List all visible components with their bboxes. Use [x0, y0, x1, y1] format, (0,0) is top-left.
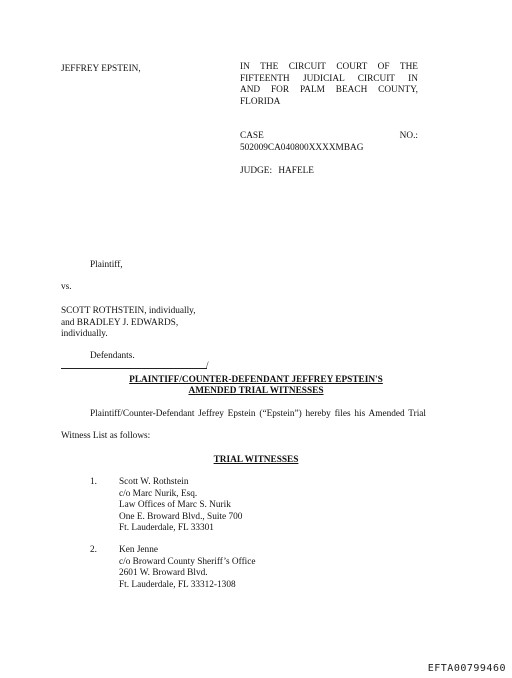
court-line: FLORIDA: [240, 96, 281, 107]
versus-label: vs.: [61, 282, 72, 292]
intro-line: Witness List as follows:: [61, 431, 151, 441]
title-line: AMENDED TRIAL WITNESSES: [188, 385, 324, 396]
court-heading: [240, 62, 418, 108]
defendant-line: individually.: [61, 329, 108, 339]
defendant-line: and BRADLEY J. EDWARDS,: [61, 317, 179, 328]
case-no-label: NO.:: [399, 131, 418, 141]
witness-line: Ken Jenne: [119, 545, 158, 555]
court-line: IN THE CIRCUIT COURT OF THE: [240, 62, 418, 72]
witness-number: 1.: [90, 477, 97, 487]
document-title: [0, 375, 512, 396]
witness-line: One E. Broward Blvd., Suite 700: [119, 511, 243, 522]
witness-address: [119, 477, 242, 535]
case-label-row: [240, 131, 418, 143]
witness-line: Ft. Lauderdale, FL 33312-1308: [119, 579, 236, 590]
witness-line: Scott W. Rothstein: [119, 477, 189, 487]
witness-line: Law Offices of Marc S. Nurik: [119, 500, 231, 510]
witness-number: 2.: [90, 545, 97, 555]
witness-line: 2601 W. Broward Blvd.: [119, 568, 208, 578]
defendants-role: Defendants.: [90, 351, 135, 361]
defendant-names: [61, 306, 196, 341]
plaintiff-name: JEFFREY EPSTEIN,: [61, 64, 141, 74]
section-heading: TRIAL WITNESSES: [213, 455, 299, 465]
witness-line: c/o Marc Nurik, Esq.: [119, 488, 198, 499]
caption-slash: /: [206, 361, 209, 371]
witness-address: [119, 545, 256, 591]
document-id: EFTA00799460: [427, 662, 506, 674]
case-number: 502009CA040800XXXXMBAG: [240, 143, 364, 153]
witness-line: Ft. Lauderdale, FL 33301: [119, 523, 214, 533]
plaintiff-role: Plaintiff,: [90, 260, 123, 270]
court-line: FIFTEENTH JUDICIAL CIRCUIT IN: [240, 73, 418, 84]
intro-line: Plaintiff/Counter-Defendant Jeffrey Epstein (“Epstein”) hereby files his Amended Trial: [90, 409, 426, 419]
judge-line: JUDGE: HAFELE: [240, 166, 314, 176]
caption-rule: [61, 368, 207, 369]
title-line: PLAINTIFF/COUNTER-DEFENDANT JEFFREY EPSTEIN'S: [129, 375, 383, 385]
defendant-line: SCOTT ROTHSTEIN, individually,: [61, 306, 196, 316]
witness-line: c/o Broward County Sheriff’s Office: [119, 556, 256, 567]
case-label: CASE: [240, 131, 264, 141]
court-line: AND FOR PALM BEACH COUNTY,: [240, 85, 418, 95]
